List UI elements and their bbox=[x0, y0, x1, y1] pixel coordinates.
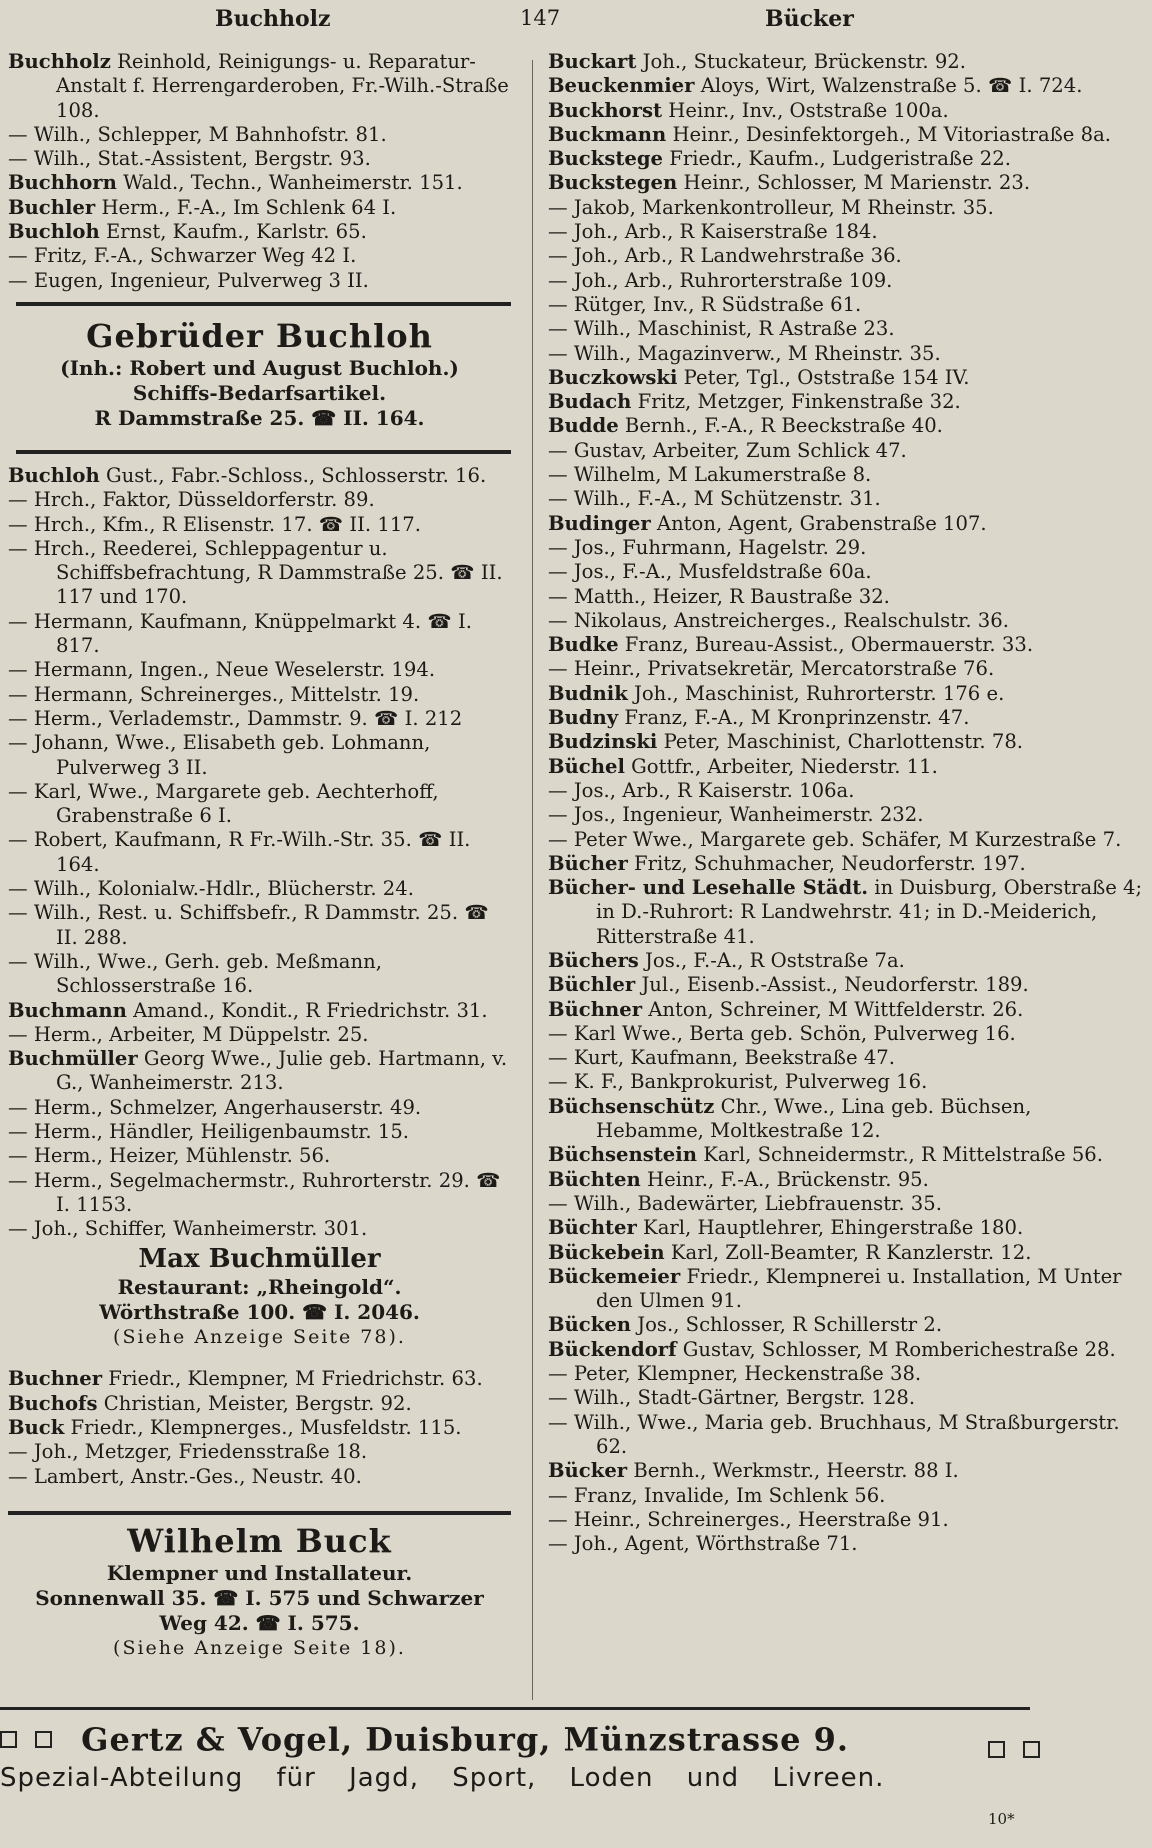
entry-details: Georg Wwe., Julie geb. Hartmann, v. G., Wanheimerstr. 213. bbox=[56, 1047, 508, 1095]
directory-entry bbox=[548, 828, 1144, 852]
entry-surname: Buckstegen bbox=[548, 171, 678, 195]
entry-details: Fritz, Metzger, Finkenstraße 32. bbox=[631, 390, 961, 414]
directory-entry bbox=[8, 1416, 511, 1440]
entry-details: — K. F., Bankprokurist, Pulverweg 16. bbox=[548, 1070, 928, 1094]
directory-entry bbox=[548, 1143, 1144, 1167]
entry-details: Franz, F.-A., M Kronprinzenstr. 47. bbox=[618, 706, 970, 730]
entry-details: — Karl, Wwe., Margarete geb. Aechterhoff, Grabenstraße 6 I. bbox=[8, 779, 439, 828]
entry-details: Heinr., Desinfektorgeh., M Vitoriastraße 8a. bbox=[666, 122, 1111, 146]
entry-details: — Peter Wwe., Margarete geb. Schäfer, M Kurzestraße 7. bbox=[548, 827, 1122, 851]
ad-title: Gebrüder Buchloh bbox=[86, 316, 433, 355]
entry-surname: Büchner bbox=[548, 997, 643, 1021]
directory-entry bbox=[8, 1465, 511, 1489]
entry-details: Peter, Tgl., Oststraße 154 IV. bbox=[677, 365, 970, 389]
directory-entry bbox=[8, 50, 511, 123]
footer-rule bbox=[0, 1707, 1030, 1710]
entry-details: — Jos., F.-A., Musfeldstraße 60a. bbox=[548, 560, 872, 584]
entry-details: Gustav, Schlosser, M Romberichestraße 28. bbox=[676, 1337, 1116, 1361]
directory-entry bbox=[548, 317, 1144, 341]
entry-details: — Hermann, Kaufmann, Knüppelmarkt 4. ☎ I. 817. bbox=[8, 609, 472, 658]
entry-details: Gust., Fabr.-Schloss., Schlosserstr. 16. bbox=[99, 463, 487, 487]
directory-entry bbox=[548, 171, 1144, 195]
entry-details: Gottfr., Arbeiter, Niederstr. 11. bbox=[624, 754, 938, 778]
directory-entry bbox=[8, 220, 511, 244]
entry-surname: Buckhorst bbox=[548, 98, 663, 122]
directory-entry bbox=[548, 439, 1144, 463]
directory-entry bbox=[8, 1440, 511, 1464]
directory-entry bbox=[548, 220, 1144, 244]
directory-entry bbox=[548, 1046, 1144, 1070]
entry-surname: Buchner bbox=[8, 1367, 103, 1391]
directory-entry bbox=[548, 585, 1144, 609]
square-ornament-icon bbox=[35, 1731, 52, 1748]
directory-entry bbox=[548, 657, 1144, 681]
entry-details: — Jos., Arb., R Kaiserstr. 106a. bbox=[548, 778, 855, 802]
entry-details: Friedr., Kaufm., Ludgeristraße 22. bbox=[663, 147, 1011, 171]
directory-entry bbox=[8, 537, 511, 610]
entry-details: — Kurt, Kaufmann, Beekstraße 47. bbox=[548, 1046, 896, 1070]
entry-list bbox=[8, 50, 511, 293]
directory-entry bbox=[548, 74, 1144, 98]
directory-entry bbox=[548, 366, 1144, 390]
directory-entry bbox=[548, 1265, 1144, 1314]
entry-surname: Bücher bbox=[548, 851, 628, 875]
ad-business: Schiffs-Bedarfsartikel. bbox=[132, 380, 387, 405]
directory-entry bbox=[8, 828, 511, 877]
entry-details: — Herm., Schmelzer, Angerhauserstr. 49. bbox=[8, 1095, 422, 1119]
entry-details: — Wilh., Maschinist, R Astraße 23. bbox=[548, 317, 895, 341]
entry-details: Friedr., Klempner, M Friedrichstr. 63. bbox=[102, 1367, 483, 1391]
ornaments bbox=[970, 1728, 1040, 1766]
entry-surname: Buchloh bbox=[8, 463, 100, 487]
entry-surname: Buchhorn bbox=[8, 171, 117, 195]
directory-entry bbox=[8, 513, 511, 537]
entry-details: Ernst, Kaufm., Karlstr. 65. bbox=[99, 220, 367, 244]
entry-details: — Wilh., F.-A., M Schützenstr. 31. bbox=[548, 487, 881, 511]
entry-details: Jul., Eisenb.-Assist., Neudorferstr. 189. bbox=[635, 973, 1029, 997]
entry-details: — Matth., Heizer, R Baustraße 32. bbox=[548, 584, 890, 608]
entry-details: Heinr., Schlosser, M Marienstr. 23. bbox=[677, 171, 1031, 195]
entry-details: — Heinr., Privatsekretär, Mercatorstraße 76. bbox=[548, 657, 995, 681]
entry-details: — Joh., Schiffer, Wanheimerstr. 301. bbox=[8, 1217, 368, 1241]
entry-surname: Buchholz bbox=[8, 50, 111, 73]
entry-details: — Jos., Ingenieur, Wanheimerstr. 232. bbox=[548, 803, 924, 827]
ad-rule-bottom bbox=[16, 450, 511, 454]
directory-entry bbox=[8, 1169, 511, 1218]
directory-entry bbox=[8, 731, 511, 780]
entry-details: — Hrch., Faktor, Düsseldorferstr. 89. bbox=[8, 488, 375, 512]
entry-details: Joh., Stuckateur, Brückenstr. 92. bbox=[636, 50, 966, 73]
entry-details: — Joh., Metzger, Friedensstraße 18. bbox=[8, 1440, 368, 1464]
entry-surname: Büchler bbox=[548, 973, 636, 997]
entry-details: — Wilh., Wwe., Maria geb. Bruchhaus, M Straßburgerstr. 62. bbox=[548, 1410, 1120, 1458]
directory-entry bbox=[548, 99, 1144, 123]
entry-details: — Jos., Fuhrmann, Hagelstr. 29. bbox=[548, 535, 867, 559]
signature-mark: 10* bbox=[988, 1810, 1015, 1828]
directory-entry bbox=[8, 780, 511, 829]
entry-surname: Buczkowski bbox=[548, 365, 678, 389]
directory-entry bbox=[8, 464, 511, 488]
directory-entry bbox=[548, 342, 1144, 366]
entry-details: — Heinr., Schreinerges., Heerstraße 91. bbox=[548, 1507, 949, 1531]
directory-entry bbox=[548, 755, 1144, 779]
running-head-left: Buchholz bbox=[215, 6, 331, 32]
ad-max-buchmueller bbox=[8, 1243, 511, 1349]
directory-entry bbox=[8, 244, 511, 268]
entry-details: — Wilh., Magazinverw., M Rheinstr. 35. bbox=[548, 341, 941, 365]
entry-details: Fritz, Schuhmacher, Neudorferstr. 197. bbox=[627, 851, 1026, 875]
ad-title: Max Buchmüller bbox=[138, 1244, 381, 1275]
footer-ad-title: Gertz & Vogel, Duisburg, Münzstrasse 9. bbox=[81, 1720, 850, 1759]
ad-wilhelm-buck bbox=[8, 1515, 511, 1660]
directory-entry bbox=[8, 269, 511, 293]
directory-entry bbox=[8, 658, 511, 682]
entry-details: in Duisburg, Oberstraße 4; in D.-Ruhrort: R Landwehrstr. 41; in D.-Meiderich, Ritterstraße 41. bbox=[596, 876, 1143, 948]
entry-details: Bernh., F.-A., R Beeckstraße 40. bbox=[618, 414, 943, 438]
entry-details: — Franz, Invalide, Im Schlenk 56. bbox=[548, 1483, 886, 1507]
ad-line: Restaurant: „Rheingold“. bbox=[117, 1275, 402, 1300]
entry-details: Franz, Bureau-Assist., Obermauerstr. 33. bbox=[618, 633, 1034, 657]
directory-entry bbox=[8, 196, 511, 220]
entry-surname: Beuckenmier bbox=[548, 74, 695, 98]
entry-details: — Wilh., Wwe., Gerh. geb. Meßmann, Schlosserstraße 16. bbox=[8, 949, 382, 998]
directory-entry bbox=[8, 147, 511, 171]
entry-details: — Hrch., Kfm., R Elisenstr. 17. ☎ II. 117. bbox=[8, 512, 421, 536]
directory-entry bbox=[548, 1168, 1144, 1192]
entry-details: Friedr., Klempnerei u. Installation, M Unter den Ulmen 91. bbox=[596, 1264, 1122, 1313]
entry-details: Aloys, Wirt, Walzenstraße 5. ☎ I. 724. bbox=[694, 74, 1083, 98]
entry-details: — Hermann, Ingen., Neue Weselerstr. 194. bbox=[8, 658, 436, 682]
entry-details: — Herm., Händler, Heiligenbaumstr. 15. bbox=[8, 1119, 410, 1143]
entry-surname: Bückebein bbox=[548, 1240, 665, 1264]
directory-entry bbox=[8, 1217, 511, 1241]
directory-entry bbox=[8, 1047, 511, 1096]
entry-details: — Rütger, Inv., R Südstraße 61. bbox=[548, 292, 862, 316]
directory-entry bbox=[548, 682, 1144, 706]
ad-line: Wörthstraße 100. ☎ I. 2046. bbox=[99, 1300, 420, 1325]
entry-surname: Budke bbox=[548, 633, 619, 657]
directory-entry bbox=[548, 803, 1144, 827]
entry-details: — Wilh., Stat.-Assistent, Bergstr. 93. bbox=[8, 147, 371, 171]
entry-details: — Joh., Arb., R Landwehrstraße 36. bbox=[548, 244, 902, 268]
left-column bbox=[8, 50, 511, 1660]
entry-details: Reinhold, Reinigungs- u. Reparatur-Anstalt f. Herrengarderoben, Fr.-Wilh.-Straße 108. bbox=[56, 50, 509, 122]
square-ornament-icon bbox=[1023, 1741, 1040, 1758]
entry-details: — Herm., Segelmachermstr., Ruhrorterstr. 29. ☎ I. 1153. bbox=[8, 1168, 501, 1216]
directory-entry bbox=[8, 1096, 511, 1120]
entry-details: — Wilh., Stadt-Gärtner, Bergstr. 128. bbox=[548, 1386, 916, 1410]
directory-entry bbox=[8, 123, 511, 147]
entry-details: Jos., Schlosser, R Schillerstr 2. bbox=[631, 1313, 943, 1337]
entry-details: — Joh., Agent, Wörthstraße 71. bbox=[548, 1532, 858, 1556]
directory-entry bbox=[548, 244, 1144, 268]
directory-entry bbox=[548, 390, 1144, 414]
entry-surname: Budzinski bbox=[548, 730, 658, 754]
directory-entry bbox=[548, 1459, 1144, 1483]
directory-entry bbox=[548, 487, 1144, 511]
directory-entry bbox=[548, 1386, 1144, 1410]
ad-note: (Siehe Anzeige Seite 78). bbox=[113, 1326, 406, 1349]
entry-surname: Budach bbox=[548, 390, 632, 414]
directory-entry bbox=[548, 1338, 1144, 1362]
directory-entry bbox=[548, 269, 1144, 293]
entry-surname: Büchsenstein bbox=[548, 1143, 697, 1167]
square-ornament-icon bbox=[0, 1731, 17, 1748]
directory-entry bbox=[8, 1120, 511, 1144]
entry-surname: Büchter bbox=[548, 1216, 637, 1240]
ad-line: Sonnenwall 35. ☎ I. 575 und Schwarzer bbox=[35, 1585, 484, 1610]
entry-details: — Hrch., Reederei, Schleppagentur u. Schiffsbefrachtung, R Dammstraße 25. ☎ II. 117 und 170. bbox=[8, 536, 503, 609]
entry-details: — Jakob, Markenkontrolleur, M Rheinstr. 35. bbox=[548, 195, 994, 219]
directory-entry bbox=[548, 1241, 1144, 1265]
ad-note: (Siehe Anzeige Seite 18). bbox=[113, 1636, 406, 1659]
entry-details: — Hermann, Schreinerges., Mittelstr. 19. bbox=[8, 682, 420, 706]
right-column bbox=[548, 50, 1144, 1556]
entry-details: — Joh., Arb., Ruhrorterstraße 109. bbox=[548, 268, 893, 292]
entry-surname: Buchmüller bbox=[8, 1047, 138, 1071]
entry-details: Karl, Zoll-Beamter, R Kanzlerstr. 12. bbox=[664, 1240, 1032, 1264]
directory-entry bbox=[8, 488, 511, 512]
entry-surname: Budde bbox=[548, 414, 619, 438]
entry-details: — Wilh., Badewärter, Liebfrauenstr. 35. bbox=[548, 1191, 942, 1215]
entry-details: Amand., Kondit., R Friedrichstr. 31. bbox=[126, 998, 488, 1022]
entry-surname: Büchsenschütz bbox=[548, 1094, 715, 1118]
entry-details: Heinr., Inv., Oststraße 100a. bbox=[662, 98, 949, 122]
entry-surname: Bückemeier bbox=[548, 1264, 681, 1288]
entry-surname: Budny bbox=[548, 706, 619, 730]
directory-entry bbox=[548, 1411, 1144, 1460]
directory-entry bbox=[548, 123, 1144, 147]
ad-owners: (Inh.: Robert und August Buchloh.) bbox=[60, 355, 459, 380]
directory-entry bbox=[548, 293, 1144, 317]
entry-details: Friedr., Klempnerges., Musfeldstr. 115. bbox=[64, 1416, 462, 1440]
running-head-right: Bücker bbox=[765, 6, 854, 32]
directory-entry bbox=[548, 50, 1144, 74]
entry-surname: Bücker bbox=[548, 1459, 628, 1483]
directory-entry bbox=[8, 707, 511, 731]
directory-entry bbox=[548, 779, 1144, 803]
entry-surname: Budinger bbox=[548, 511, 651, 535]
directory-entry bbox=[548, 560, 1144, 584]
ad-gebrueder-buchloh bbox=[8, 306, 511, 441]
directory-entry bbox=[548, 196, 1144, 220]
directory-entry bbox=[8, 1023, 511, 1047]
entry-details: Herm., F.-A., Im Schlenk 64 I. bbox=[95, 195, 397, 219]
directory-entry bbox=[8, 877, 511, 901]
entry-list bbox=[548, 50, 1144, 1556]
directory-entry bbox=[548, 706, 1144, 730]
entry-details: Chr., Wwe., Lina geb. Büchsen, Hebamme, Moltkestraße 12. bbox=[596, 1094, 1032, 1143]
entry-surname: Bückendorf bbox=[548, 1337, 677, 1361]
directory-entry bbox=[548, 1070, 1144, 1094]
directory-entry bbox=[548, 414, 1144, 438]
directory-entry bbox=[548, 1532, 1144, 1556]
directory-entry bbox=[548, 1313, 1144, 1337]
directory-entry bbox=[548, 1484, 1144, 1508]
entry-surname: Budnik bbox=[548, 681, 628, 705]
entry-details: — Wilh., Schlepper, M Bahnhofstr. 81. bbox=[8, 122, 387, 146]
directory-entry bbox=[8, 1392, 511, 1416]
entry-details: — Joh., Arb., R Kaiserstraße 184. bbox=[548, 220, 878, 244]
directory-entry bbox=[548, 730, 1144, 754]
entry-details: Karl, Hauptlehrer, Ehingerstraße 180. bbox=[636, 1216, 1024, 1240]
entry-surname: Bücken bbox=[548, 1313, 632, 1337]
directory-entry bbox=[548, 973, 1144, 997]
directory-entry bbox=[8, 950, 511, 999]
directory-entry bbox=[548, 512, 1144, 536]
entry-surname: Büchel bbox=[548, 754, 625, 778]
entry-details: — Lambert, Anstr.-Ges., Neustr. 40. bbox=[8, 1464, 362, 1488]
entry-list bbox=[8, 464, 511, 1242]
entry-surname: Bücher- und Lesehalle Städt. bbox=[548, 876, 869, 900]
directory-entry bbox=[548, 949, 1144, 973]
entry-details: — Herm., Heizer, Mühlenstr. 56. bbox=[8, 1144, 331, 1168]
entry-details: Jos., F.-A., R Oststraße 7a. bbox=[638, 948, 905, 972]
ad-title: Wilhelm Buck bbox=[127, 1521, 392, 1560]
entry-details: — Eugen, Ingenieur, Pulverweg 3 II. bbox=[8, 268, 369, 292]
directory-entry bbox=[8, 1144, 511, 1168]
entry-surname: Büchten bbox=[548, 1167, 641, 1191]
entry-details: Bernh., Werkmstr., Heerstr. 88 I. bbox=[627, 1459, 959, 1483]
ad-line: Klempner und Installateur. bbox=[106, 1560, 413, 1585]
entry-surname: Buchofs bbox=[8, 1391, 98, 1415]
directory-entry bbox=[548, 147, 1144, 171]
directory-entry bbox=[548, 1095, 1144, 1144]
entry-details: Peter, Maschinist, Charlottenstr. 78. bbox=[657, 730, 1024, 754]
entry-details: Wald., Techn., Wanheimerstr. 151. bbox=[116, 171, 463, 195]
square-ornament-icon bbox=[988, 1741, 1005, 1758]
entry-details: — Johann, Wwe., Elisabeth geb. Lohmann, Pulverweg 3 II. bbox=[8, 731, 431, 779]
entry-details: — Karl Wwe., Berta geb. Schön, Pulverweg 16. bbox=[548, 1021, 1016, 1045]
entry-list bbox=[8, 1367, 511, 1488]
footer-ad-line2: Spezial-Abteilung für Jagd, Sport, Loden und Livreen. bbox=[0, 1763, 885, 1793]
directory-entry bbox=[8, 610, 511, 659]
directory-entry bbox=[548, 536, 1144, 560]
entry-surname: Buckmann bbox=[548, 122, 667, 146]
directory-entry bbox=[548, 1192, 1144, 1216]
entry-details: Joh., Maschinist, Ruhrorterstr. 176 e. bbox=[627, 681, 1005, 705]
entry-surname: Buckstege bbox=[548, 147, 664, 171]
entry-surname: Buck bbox=[8, 1416, 65, 1440]
entry-details: Anton, Schreiner, M Wittfelderstr. 26. bbox=[642, 997, 1024, 1021]
entry-details: — Gustav, Arbeiter, Zum Schlick 47. bbox=[548, 438, 907, 462]
entry-surname: Buchler bbox=[8, 195, 96, 219]
directory-entry bbox=[8, 171, 511, 195]
entry-surname: Buckart bbox=[548, 50, 637, 73]
directory-entry bbox=[548, 1216, 1144, 1240]
directory-entry bbox=[548, 1022, 1144, 1046]
ad-address: R Dammstraße 25. ☎ II. 164. bbox=[94, 405, 425, 430]
directory-entry bbox=[548, 1508, 1144, 1532]
directory-entry bbox=[8, 683, 511, 707]
entry-surname: Buchloh bbox=[8, 220, 100, 244]
entry-details: — Wilh., Rest. u. Schiffsbefr., R Dammstr. 25. ☎ II. 288. bbox=[8, 901, 489, 949]
entry-details: — Herm., Verlademstr., Dammstr. 9. ☎ I. 212 bbox=[8, 706, 463, 730]
footer-ad-line1 bbox=[0, 1718, 1040, 1764]
directory-entry bbox=[548, 1362, 1144, 1386]
entry-details: — Herm., Arbeiter, M Düppelstr. 25. bbox=[8, 1022, 369, 1046]
page-number: 147 bbox=[520, 6, 561, 30]
entry-surname: Büchers bbox=[548, 948, 639, 972]
entry-details: — Robert, Kaufmann, R Fr.-Wilh.-Str. 35. ☎ II. 164. bbox=[8, 828, 471, 876]
directory-entry bbox=[8, 901, 511, 950]
directory-entry bbox=[548, 609, 1144, 633]
entry-details: — Fritz, F.-A., Schwarzer Weg 42 I. bbox=[8, 244, 357, 268]
entry-details: Heinr., F.-A., Brückenstr. 95. bbox=[640, 1167, 929, 1191]
directory-entry bbox=[8, 999, 511, 1023]
entry-details: Anton, Agent, Grabenstraße 107. bbox=[650, 511, 987, 535]
ad-line: Weg 42. ☎ I. 575. bbox=[159, 1610, 360, 1635]
directory-entry bbox=[548, 633, 1144, 657]
directory-entry bbox=[548, 852, 1144, 876]
entry-surname: Buchmann bbox=[8, 998, 127, 1022]
directory-entry bbox=[548, 998, 1144, 1022]
entry-details: — Nikolaus, Anstreicherges., Realschulstr. 36. bbox=[548, 608, 1009, 632]
entry-details: Christian, Meister, Bergstr. 92. bbox=[97, 1391, 412, 1415]
entry-details: Karl, Schneidermstr., R Mittelstraße 56. bbox=[696, 1143, 1103, 1167]
directory-entry bbox=[548, 876, 1144, 949]
entry-details: — Wilh., Kolonialw.-Hdlr., Blücherstr. 24. bbox=[8, 877, 414, 901]
entry-details: — Peter, Klempner, Heckenstraße 38. bbox=[548, 1362, 922, 1386]
directory-entry bbox=[548, 463, 1144, 487]
entry-details: — Wilhelm, M Lakumerstraße 8. bbox=[548, 463, 872, 487]
column-divider bbox=[532, 60, 533, 1700]
directory-entry bbox=[8, 1367, 511, 1391]
